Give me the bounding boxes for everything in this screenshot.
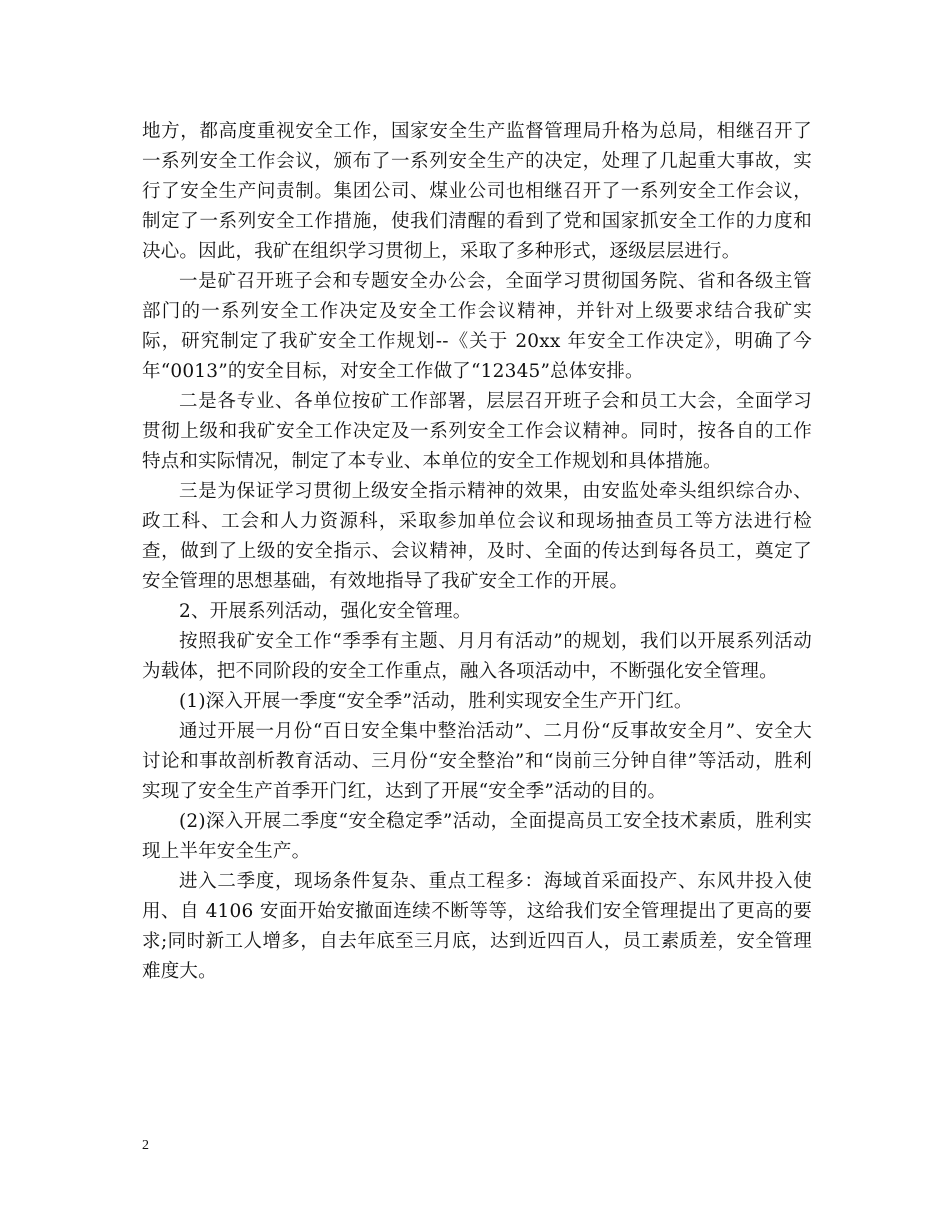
subheading-q1: (1)深入开展一季度“安全季”活动，胜利实现安全生产开门红。	[179, 691, 693, 712]
document-body	[142, 117, 812, 987]
paragraph-q1-details: 通过开展一月份“百日安全集中整治活动”、二月份“反事故安全月”、安全大讨论和事故剖析教育活动、三月份“安全整治”和“岗前三分钟自律”等活动，胜利实现了安全生产首季开门红，达到了开展“安全季”活动的目的。	[142, 721, 812, 802]
page-number: 2	[142, 1138, 149, 1153]
paragraph-activities-plan: 按照我矿安全工作“季季有主题、月月有活动”的规划，我们以开展系列活动为载体，把不同阶段的安全工作重点，融入各项活动中，不断强化安全管理。	[142, 631, 812, 682]
paragraph-point-two: 二是各专业、各单位按矿工作部署，层层召开班子会和员工大会，全面学习贯彻上级和我矿安全工作决定及一系列安全工作会议精神。同时，按各自的工作特点和实际情况，制定了本专业、本单位的安全工作规划和具体措施。	[142, 391, 812, 472]
paragraph-point-three: 三是为保证学习贯彻上级安全指示精神的效果，由安监处牵头组织综合办、政工科、工会和人力资源科，采取参加单位会议和现场抽查员工等方法进行检查，做到了上级的安全指示、会议精神，及时、全面的传达到每各员工，奠定了安全管理的思想基础，有效地指导了我矿安全工作的开展。	[142, 481, 812, 592]
paragraph-intro: 地方，都高度重视安全工作，国家安全生产监督管理局升格为总局，相继召开了一系列安全工作会议，颁布了一系列安全生产的决定，处理了几起重大事故，实行了安全生产问责制。集团公司、煤业公司也相继召开了一系列安全工作会议，制定了一系列安全工作措施，使我们清醒的看到了党和国家抓安全工作的力度和决心。因此，我矿在组织学习贯彻上，采取了多种形式，逐级层层进行。	[142, 121, 812, 262]
paragraph-point-one: 一是矿召开班子会和专题安全办公会，全面学习贯彻国务院、省和各级主管部门的一系列安全工作决定及安全工作会议精神，并针对上级要求结合我矿实际，研究制定了我矿安全工作规划--《关于 20xx 年安全工作决定》，明确了今年“0013”的安全目标，对安全工作做了“12345”总体安排。	[142, 271, 812, 382]
paragraph-q2-details: 进入二季度，现场条件复杂、重点工程多：海域首采面投产、东风井投入使用、自 4106 安面开始安撤面连续不断等等，这给我们安全管理提出了更高的要求;同时新工人增多，自去年底至三月底，达到近四百人，员工素质差，安全管理难度大。	[142, 871, 812, 982]
section-heading-activities: 2、开展系列活动，强化安全管理。	[179, 601, 472, 622]
subheading-q2: (2)深入开展二季度“安全稳定季”活动，全面提高员工安全技术素质，胜利实现上半年安全生产。	[142, 811, 812, 862]
